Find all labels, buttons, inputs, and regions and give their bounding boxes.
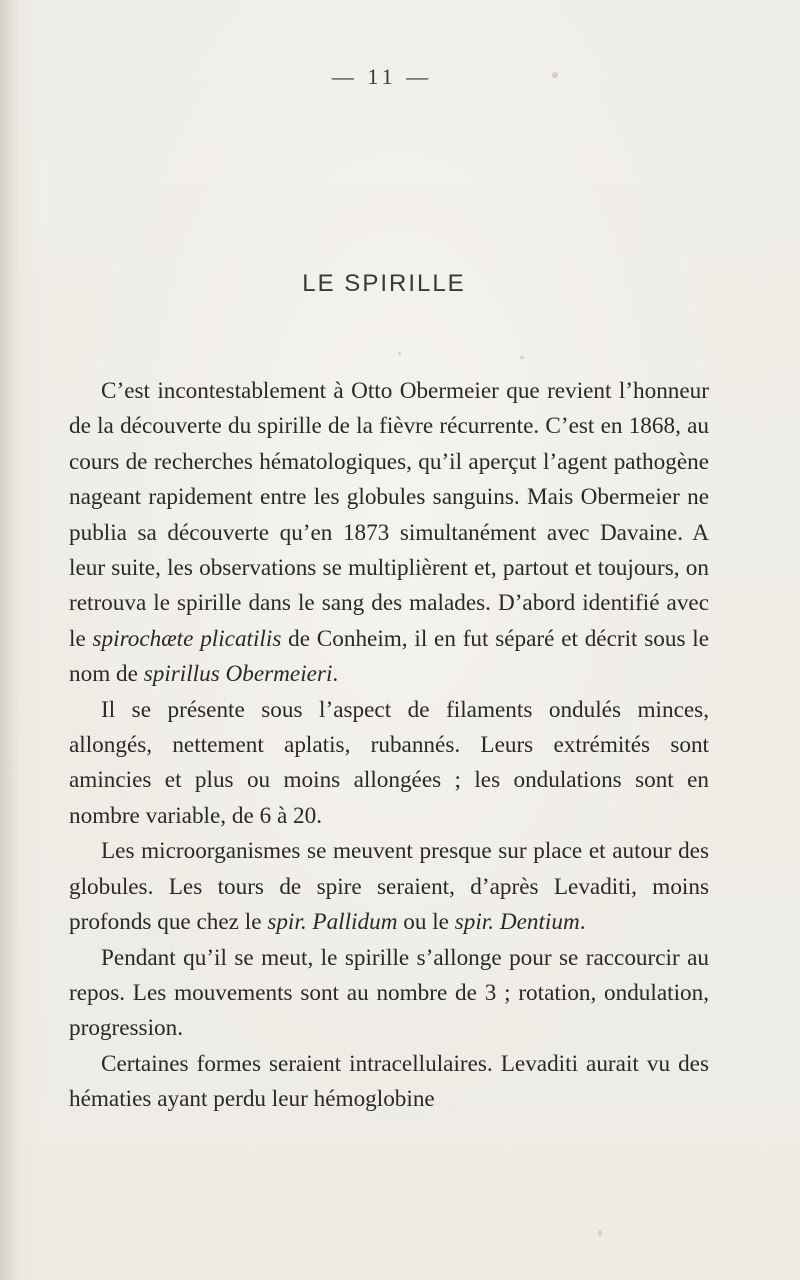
text-run: C’est incontestablement à Otto Obermeier que revient l’honneur de la découverte du spirille de la fièvre récurrente. C’est en 1868, au cours de recherches hématologiques, qu’il aperçut l’agent pathogène nageant rapidement entre les globules sanguins. Mais Obermeier ne publia sa découverte qu’en 1873 simultanément avec Davaine. A leur suite, les observations se multiplièrent et, partout et toujours, on retrouva le spirille dans le sang des malades. D’abord identifié avec le bbox=[69, 378, 709, 652]
text-run: . bbox=[332, 661, 339, 688]
paper-speck bbox=[598, 1230, 602, 1236]
text-run: Certaines formes seraient intracellulaires. Levaditi aurait vu des hématies ayant perdu leur hémoglobine bbox=[69, 1050, 709, 1113]
text-run: Il se présente sous l’aspect de filaments ondulés minces, allongés, nettement aplatis, rubannés. Leurs extrémités sont amincies et plus ou moins allongées ; les ondulations sont en nombre variable, de 6 à 20. bbox=[69, 696, 709, 829]
text-run: . bbox=[579, 909, 586, 936]
page-number: — 11 — bbox=[331, 64, 433, 89]
paragraph bbox=[69, 1047, 709, 1118]
paper-speck bbox=[398, 352, 401, 355]
italic-term: spirillus Obermeieri bbox=[143, 661, 333, 688]
binding-shadow bbox=[0, 0, 42, 1280]
paragraph bbox=[69, 374, 709, 693]
italic-term: spir. Pallidum bbox=[267, 909, 398, 936]
text-run: ou le bbox=[397, 909, 455, 936]
italic-term: spir. Dentium bbox=[454, 909, 580, 936]
text-run: de Conheim, il en fut séparé et décrit sous le nom de bbox=[69, 625, 710, 688]
paragraph bbox=[69, 693, 709, 835]
body-text bbox=[69, 374, 709, 1118]
chapter-title: LE SPIRILLE bbox=[302, 270, 466, 297]
italic-term: spirochæte plicatilis bbox=[92, 625, 282, 652]
text-run: Les microorganismes se meuvent presque sur place et autour des globules. Les tours de spire seraient, d’après Levaditi, moins profonds que chez le bbox=[69, 838, 709, 936]
paragraph bbox=[69, 941, 709, 1047]
paragraph bbox=[69, 834, 709, 940]
paper-speck bbox=[520, 356, 524, 359]
text-run: Pendant qu’il se meut, le spirille s’allonge pour se raccourcir au repos. Les mouvements sont au nombre de 3 ; rotation, ondulation, progression. bbox=[69, 944, 709, 1042]
